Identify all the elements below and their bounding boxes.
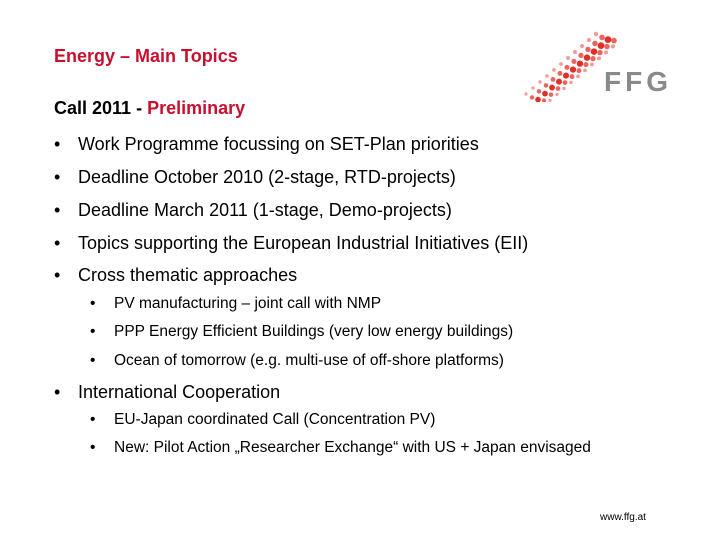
logo-dot bbox=[590, 62, 594, 66]
logo-dot bbox=[551, 77, 556, 82]
bullet-dot: • bbox=[54, 200, 61, 220]
bullet-dot: • bbox=[54, 265, 61, 285]
slide-title: Energy – Main Topics bbox=[54, 46, 238, 66]
logo-dot bbox=[538, 80, 541, 83]
logo-dot bbox=[605, 36, 612, 43]
logo-dot bbox=[570, 74, 575, 79]
bullet-text: Topics supporting the European Industrial Initiatives (EII) bbox=[78, 233, 529, 253]
logo-dot bbox=[587, 38, 591, 42]
logo-dot bbox=[577, 60, 583, 66]
bullet-dot: • bbox=[54, 134, 61, 154]
logo-dot bbox=[611, 38, 617, 44]
bullet-text: Deadline March 2011 (1-stage, Demo-projects) bbox=[78, 200, 452, 220]
bullet-dot: • bbox=[90, 439, 96, 456]
logo-dot bbox=[552, 68, 556, 72]
slide-subtitle bbox=[54, 98, 245, 119]
logo-dot bbox=[577, 68, 582, 73]
logo-dot bbox=[555, 93, 558, 96]
logo-dot bbox=[537, 89, 542, 94]
logo-dot bbox=[531, 86, 534, 89]
logo-dot bbox=[583, 62, 588, 67]
logo-dot bbox=[542, 98, 546, 102]
ffg-logo-text: FFG bbox=[604, 66, 672, 97]
sub-bullet-text: New: Pilot Action „Researcher Exchange“ with US + Japan envisaged bbox=[114, 439, 591, 456]
logo-dot bbox=[592, 41, 597, 46]
logo-dot bbox=[594, 32, 598, 36]
subtitle-prefix: Call 2011 - bbox=[54, 98, 148, 118]
logo-dot bbox=[562, 87, 565, 90]
logo-dot bbox=[573, 50, 577, 54]
logo-dot bbox=[524, 92, 527, 95]
logo-dot bbox=[563, 80, 568, 85]
subtitle-highlight: Preliminary bbox=[147, 98, 246, 118]
sub-bullet-text: PV manufacturing – joint call with NMP bbox=[114, 295, 382, 312]
logo-dot bbox=[544, 83, 549, 88]
logo-dot bbox=[542, 91, 548, 97]
sub-bullet-text: PPP Energy Efficient Buildings (very low energy buildings) bbox=[114, 323, 514, 340]
bullet-text: Deadline October 2010 (2-stage, RTD-projects) bbox=[78, 167, 456, 187]
logo-dot bbox=[548, 99, 551, 102]
logo-dot bbox=[530, 95, 534, 99]
logo-dot bbox=[571, 59, 576, 64]
logo-dot bbox=[565, 65, 570, 70]
logo-dot bbox=[556, 86, 561, 91]
logo-dot bbox=[604, 50, 608, 54]
logo-dot bbox=[591, 48, 598, 55]
logo-dot bbox=[580, 44, 584, 48]
logo-dot bbox=[570, 67, 576, 73]
logo-dot bbox=[583, 69, 587, 73]
logo-dot bbox=[576, 75, 580, 79]
logo-dot bbox=[549, 92, 554, 97]
bullet-dot: • bbox=[90, 352, 96, 369]
logo-dot bbox=[535, 97, 541, 102]
logo-dot bbox=[585, 47, 590, 52]
logo-dot bbox=[599, 35, 605, 41]
bullet-dot: • bbox=[90, 411, 96, 428]
bullet-dot: • bbox=[54, 382, 61, 402]
bullet-dot: • bbox=[54, 233, 61, 253]
bullet-dot: • bbox=[90, 323, 96, 340]
logo-dot bbox=[559, 62, 563, 66]
logo-dot bbox=[604, 44, 609, 49]
logo-dot bbox=[549, 85, 555, 91]
logo-dot bbox=[590, 56, 595, 61]
logo-dot bbox=[597, 50, 602, 55]
logo-dot bbox=[597, 56, 601, 60]
logo-dot bbox=[556, 79, 562, 85]
bullet-text: Work Programme focussing on SET-Plan priorities bbox=[78, 134, 479, 154]
footer-url: www.ffg.at bbox=[600, 512, 646, 523]
logo-dot bbox=[563, 73, 569, 79]
logo-dot bbox=[598, 42, 605, 49]
bullet-text: Cross thematic approaches bbox=[78, 265, 298, 285]
logo-dot bbox=[558, 71, 563, 76]
logo-dot bbox=[569, 81, 573, 85]
logo-dot bbox=[611, 44, 615, 48]
logo-dot bbox=[566, 56, 570, 60]
logo-dot bbox=[578, 53, 583, 58]
bullet-dot: • bbox=[90, 295, 96, 312]
bullet-dot: • bbox=[54, 167, 61, 187]
bullet-text: International Cooperation bbox=[78, 382, 281, 402]
sub-bullet-text: EU-Japan coordinated Call (Concentration PV) bbox=[114, 411, 436, 428]
logo-dot bbox=[545, 74, 549, 78]
sub-bullet-text: Ocean of tomorrow (e.g. multi-use of off-shore platforms) bbox=[114, 352, 504, 369]
logo-dot bbox=[584, 54, 590, 60]
